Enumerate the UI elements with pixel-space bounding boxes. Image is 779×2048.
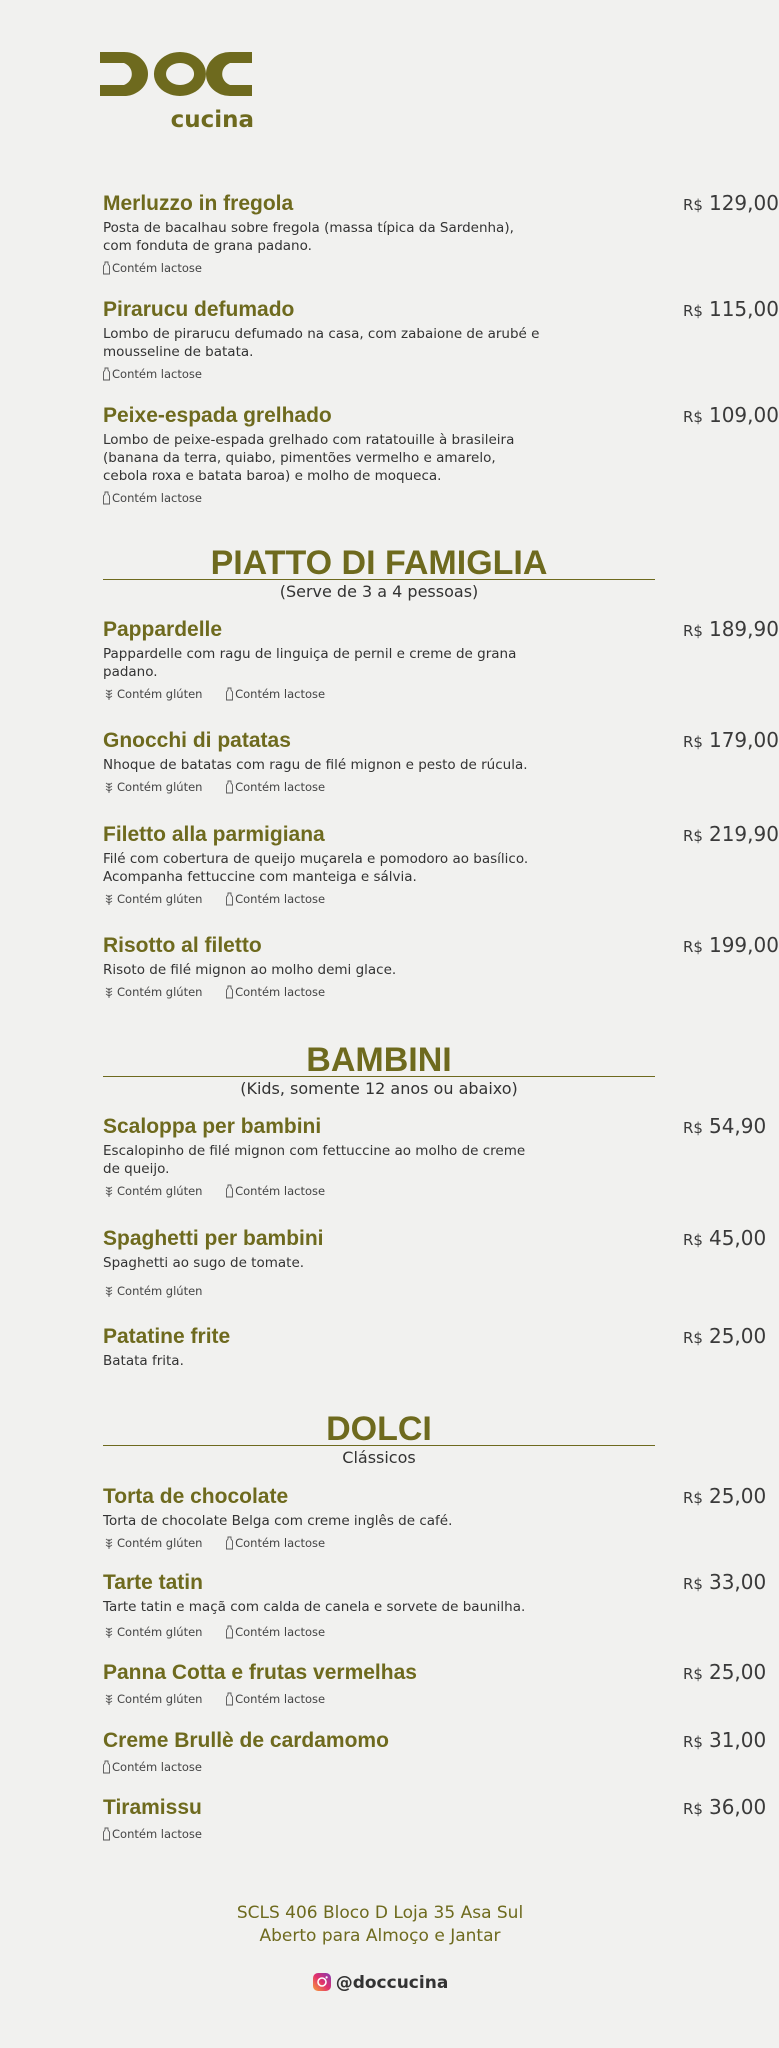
item-description: Filé com cobertura de queijo muçarela e pomodoro ao basílico. Acompanha fettuccine com manteiga e sálvia. xyxy=(103,851,529,885)
section-title: PIATTO DI FAMIGLIA xyxy=(210,544,548,582)
menu-item xyxy=(103,1324,767,1370)
wheat-icon xyxy=(103,1184,115,1198)
milk-bottle-icon xyxy=(103,261,110,275)
item-description: Lombo de peixe-espada grelhado com ratatouille à brasileira (banana da terra, quiabo, pimentões vermelho e amarelo, cebola roxa e batata baroa) e molho de moqueca. xyxy=(103,432,515,484)
lactose-tag: Contém lactose xyxy=(103,491,202,505)
milk-bottle-icon xyxy=(226,687,233,701)
wheat-icon xyxy=(103,985,115,999)
section-title: BAMBINI xyxy=(306,1041,452,1079)
menu-item xyxy=(103,1226,767,1300)
lactose-tag: Contém lactose xyxy=(103,1760,202,1774)
lactose-tag: Contém lactose xyxy=(103,261,202,275)
wheat-icon xyxy=(103,1625,115,1639)
logo-sub: cucina xyxy=(170,107,254,133)
item-name: Tiramissu xyxy=(103,1796,202,1819)
lactose-tag: Contém lactose xyxy=(226,1184,325,1198)
gluten-tag: Contém glúten xyxy=(103,1536,202,1550)
item-name: Merluzzo in fregola xyxy=(103,192,294,215)
menu-item xyxy=(103,297,779,383)
menu-item xyxy=(103,1484,767,1552)
instagram-icon xyxy=(312,1972,332,1992)
item-price: R$ 219,90 xyxy=(683,822,779,846)
item-name: Patatine frite xyxy=(103,1325,231,1348)
item-name: Creme Brullè de cardamomo xyxy=(103,1729,389,1752)
item-description: Batata frita. xyxy=(103,1353,184,1369)
lactose-tag: Contém lactose xyxy=(226,892,325,906)
lactose-tag: Contém lactose xyxy=(226,985,325,999)
footer-hours: Aberto para Almoço e Jantar xyxy=(259,1926,501,1946)
item-description: Torta de chocolate Belga com creme inglês de café. xyxy=(103,1513,453,1529)
logo xyxy=(100,50,260,132)
item-description: Lombo de pirarucu defumado na casa, com zabaione de arubé e mousseline de batata. xyxy=(103,326,540,360)
item-description: Tarte tatin e maçã com calda de canela e sorvete de baunilha. xyxy=(103,1599,526,1615)
menu-item xyxy=(103,933,779,1001)
menu-item xyxy=(103,191,779,277)
item-name: Spaghetti per bambini xyxy=(103,1227,324,1250)
wheat-icon xyxy=(103,780,115,794)
lactose-tag: Contém lactose xyxy=(226,780,325,794)
footer-address: SCLS 406 Bloco D Loja 35 Asa Sul xyxy=(236,1903,524,1923)
gluten-tag: Contém glúten xyxy=(103,1692,202,1706)
gluten-tag: Contém glúten xyxy=(103,985,202,999)
milk-bottle-icon xyxy=(103,491,110,505)
milk-bottle-icon xyxy=(226,780,233,794)
menu-item xyxy=(103,1795,767,1843)
item-description: Posta de bacalhau sobre fregola (massa típica da Sardenha), com fonduta de grana padano. xyxy=(103,220,514,254)
gluten-tag: Contém glúten xyxy=(103,1184,202,1198)
menu-item xyxy=(103,403,779,507)
section-header xyxy=(103,1410,655,1467)
wheat-icon xyxy=(103,1692,115,1706)
item-description: Pappardelle com ragu de linguiça de pernil e creme de grana padano. xyxy=(103,646,517,680)
item-price: R$ 25,00 xyxy=(683,1660,767,1684)
section-subtitle: (Kids, somente 12 anos ou abaixo) xyxy=(240,1079,518,1098)
item-price: R$ 179,00 xyxy=(683,728,779,752)
item-price: R$ 25,00 xyxy=(683,1484,767,1508)
item-name: Peixe-espada grelhado xyxy=(103,404,332,427)
milk-bottle-icon xyxy=(226,1536,233,1550)
lactose-tag: Contém lactose xyxy=(103,367,202,381)
milk-bottle-icon xyxy=(226,985,233,999)
item-price: R$ 45,00 xyxy=(683,1226,767,1250)
lactose-tag: Contém lactose xyxy=(226,1536,325,1550)
milk-bottle-icon xyxy=(226,1184,233,1198)
milk-bottle-icon xyxy=(226,1692,233,1706)
milk-bottle-icon xyxy=(103,1760,110,1774)
milk-bottle-icon xyxy=(226,892,233,906)
item-price: R$ 115,00 xyxy=(683,297,779,321)
section-header xyxy=(103,1041,655,1098)
gluten-tag: Contém glúten xyxy=(103,687,202,701)
item-price: R$ 25,00 xyxy=(683,1324,767,1348)
section-subtitle: Clássicos xyxy=(342,1448,416,1467)
milk-bottle-icon xyxy=(226,1625,233,1639)
item-description: Escalopinho de filé mignon com fettuccine ao molho de creme de queijo. xyxy=(103,1143,526,1177)
item-price: R$ 189,90 xyxy=(683,617,779,641)
item-price: R$ 129,00 xyxy=(683,191,779,215)
item-price: R$ 199,00 xyxy=(683,933,779,957)
item-price: R$ 36,00 xyxy=(683,1795,767,1819)
item-name: Pirarucu defumado xyxy=(103,298,295,321)
milk-bottle-icon xyxy=(103,1827,110,1841)
menu-item xyxy=(103,617,779,703)
gluten-tag: Contém glúten xyxy=(103,1625,202,1639)
menu-item xyxy=(103,728,779,796)
lactose-tag: Contém lactose xyxy=(226,1625,325,1639)
menu-item xyxy=(103,1660,767,1708)
item-price: R$ 109,00 xyxy=(683,403,779,427)
item-name: Torta de chocolate xyxy=(103,1485,289,1508)
item-name: Filetto alla parmigiana xyxy=(103,823,325,846)
wheat-icon xyxy=(103,687,115,701)
instagram-link[interactable]: @doccucina xyxy=(0,1972,760,1993)
item-price: R$ 31,00 xyxy=(683,1728,767,1752)
lactose-tag: Contém lactose xyxy=(226,687,325,701)
item-description: Risoto de filé mignon ao molho demi glace. xyxy=(103,962,397,978)
item-name: Scaloppa per bambini xyxy=(103,1115,322,1138)
wheat-icon xyxy=(103,1284,115,1298)
item-name: Panna Cotta e frutas vermelhas xyxy=(103,1661,417,1684)
item-description: Nhoque de batatas com ragu de filé mignon e pesto de rúcula. xyxy=(103,757,528,773)
milk-bottle-icon xyxy=(103,367,110,381)
section-title: DOLCI xyxy=(326,1410,432,1448)
gluten-tag: Contém glúten xyxy=(103,1284,202,1298)
menu-item xyxy=(103,822,779,908)
item-description: Spaghetti ao sugo de tomate. xyxy=(103,1255,305,1271)
menu-item xyxy=(103,1728,767,1776)
section-header xyxy=(103,544,655,601)
item-name: Pappardelle xyxy=(103,618,223,641)
wheat-icon xyxy=(103,1536,115,1550)
item-price: R$ 54,90 xyxy=(683,1114,767,1138)
wheat-icon xyxy=(103,892,115,906)
item-name: Risotto al filetto xyxy=(103,934,262,957)
item-price: R$ 33,00 xyxy=(683,1570,767,1594)
menu-item xyxy=(103,1570,767,1641)
menu-item xyxy=(103,1114,767,1200)
item-name: Gnocchi di patatas xyxy=(103,729,291,752)
item-name: Tarte tatin xyxy=(103,1571,203,1594)
gluten-tag: Contém glúten xyxy=(103,780,202,794)
section-subtitle: (Serve de 3 a 4 pessoas) xyxy=(279,582,479,601)
gluten-tag: Contém glúten xyxy=(103,892,202,906)
lactose-tag: Contém lactose xyxy=(226,1692,325,1706)
lactose-tag: Contém lactose xyxy=(103,1827,202,1841)
